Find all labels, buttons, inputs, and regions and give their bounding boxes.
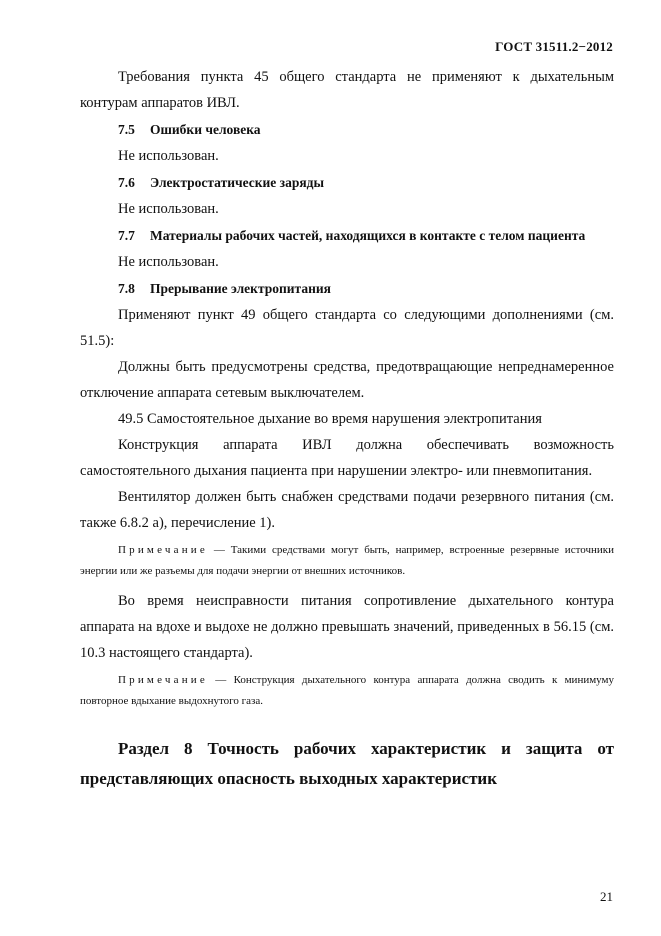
clause-title: Ошибки человека [150,122,261,137]
page-content [80,64,614,794]
note-label: Примечание [118,544,208,556]
note [80,670,614,712]
paragraph: Применяют пункт 49 общего стандарта со следующими дополнениями (см. 51.5): [80,307,614,349]
page-number: 21 [600,889,613,904]
paragraph: Во время неисправности питания сопротивление дыхательного контура аппарата на вдохе и выдохе не должно превышать значений, приведенных в 56.15 (см. 10.3 настоящего стандарта). [80,593,614,661]
clause-title: Материалы рабочих частей, находящихся в контакте с телом пациента [150,228,586,243]
note-text: — Конструкция дыхательного контура аппарата должна сводить к минимуму повторное вдыхание выдохнутого газа. [80,674,614,707]
clause-heading-7-6 [80,169,614,196]
note-text: — Такими средствами могут быть, например, встроенные резервные источники энергии или же разъемы для подачи энергии от внешних источников. [80,544,614,577]
clause-number: 7.8 [118,281,135,296]
note [80,540,614,582]
note-label: Примечание [118,674,208,686]
paragraph: Требования пункта 45 общего стандарта не применяют к дыхательным контурам аппаратов ИВЛ. [80,69,614,111]
clause-number: 7.5 [118,122,135,137]
subclause-heading-49-5: 49.5 Самостоятельное дыхание во время нарушения электропитания [118,411,542,427]
paragraph: Должны быть предусмотрены средства, предотвращающие непреднамеренное отключение аппарата сетевым выключателем. [80,359,614,401]
clause-heading-7-5 [80,116,614,143]
paragraph: Конструкция аппарата ИВЛ должна обеспечивать возможность самостоятельного дыхания пациента при нарушении электро- или пневмопитания. [80,437,614,479]
section-heading: Раздел 8 Точность рабочих характеристик и защита от представляющих опасность выходных характеристик [80,739,614,788]
clause-title: Прерывание электропитания [150,281,331,296]
document-code-header: ГОСТ 31511.2−2012 [495,39,613,54]
paragraph: Не использован. [118,201,219,217]
clause-heading-7-8 [80,275,614,302]
paragraph: Не использован. [118,254,219,270]
clause-heading-7-7 [80,222,614,249]
clause-number: 7.7 [118,228,135,243]
paragraph: Не использован. [118,148,219,164]
paragraph: Вентилятор должен быть снабжен средствами подачи резервного питания (см. также 6.8.2 а), перечисление 1). [80,489,614,531]
clause-number: 7.6 [118,175,135,190]
clause-title: Электростатические заряды [150,175,325,190]
